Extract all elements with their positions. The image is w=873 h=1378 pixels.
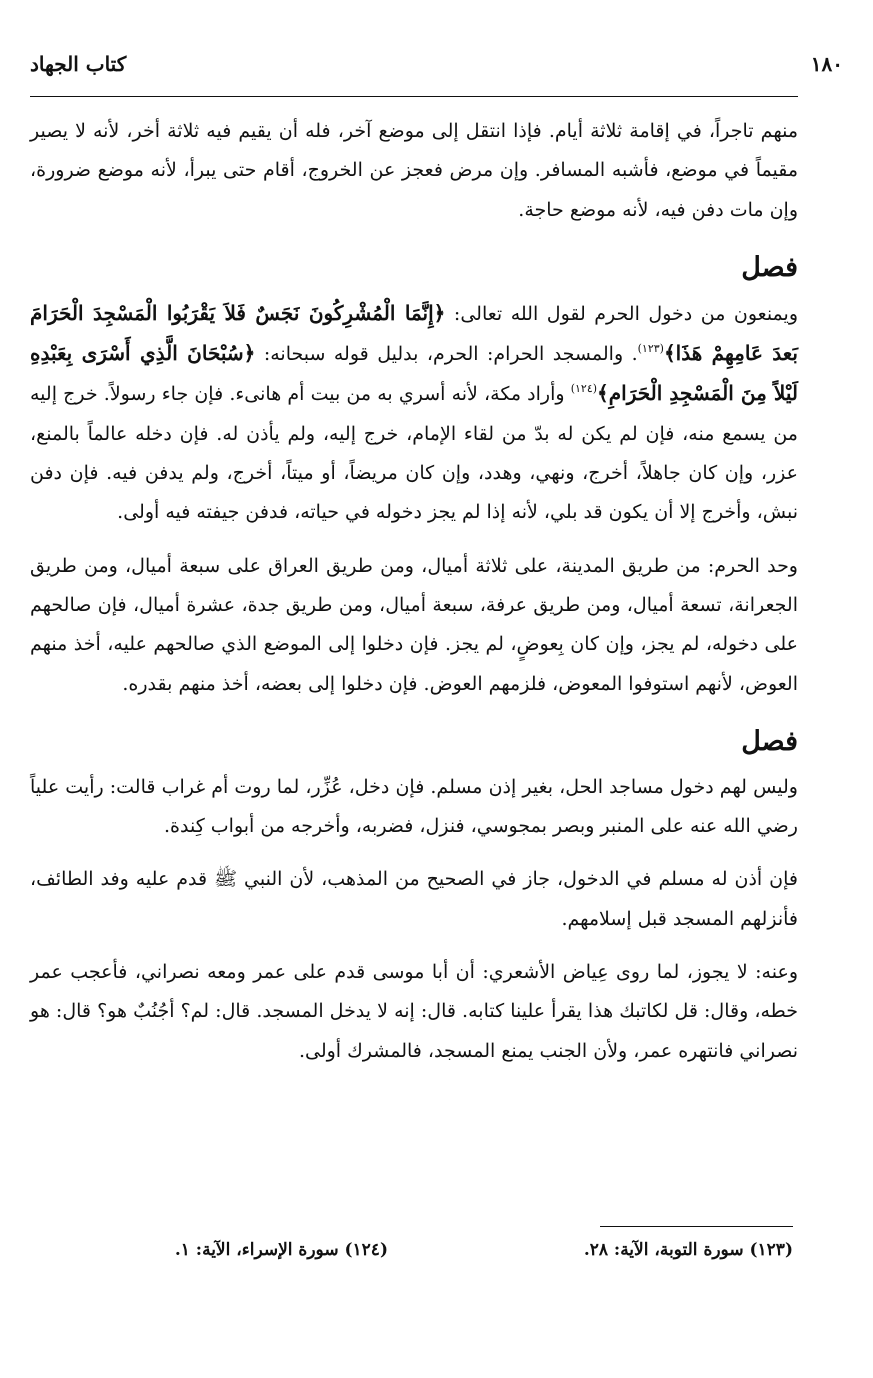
paragraph-narration: وعنه: لا يجوز، لما روى عِياض الأشعري: أن أبا موسى قدم على عمر ومعه نصراني، فأعجب عمر خطه، وقال: قل لكاتبك هذا يقرأ علينا كتابه. قال: إنه لا يدخل المسجد. قال: لم؟ أجُنُبٌ هو؟ قال: هو نصراني فانتهره عمر، ولأن الجنب يمنع المسجد، فالمشرك أولى. xyxy=(30,961,798,1062)
book-title: كتاب الجهاد xyxy=(30,52,127,76)
footnote-divider xyxy=(600,1226,793,1227)
section-heading: فصل xyxy=(741,251,798,283)
footnote: (١٢٤) سورة الإسراء، الآية: ١. xyxy=(174,1240,388,1260)
running-header xyxy=(30,52,843,82)
footnote: (١٢٣) سورة التوبة، الآية: ٢٨. xyxy=(583,1240,793,1260)
paragraph-haram-bounds: وحد الحرم: من طريق المدينة، على ثلاثة أميال، ومن طريق العراق على سبعة أميال، ومن طريق الجعرانة، تسعة أميال، ومن طريق عرفة، سبعة أميال، ومن طريق جدة، عشرة أميال، فإن صالحهم على دخوله، لم يجز، وإن كان بِعوضٍ، لم يجز. فإن دخلوا إلى الموضع الذي صالحهم عليه، أخذ منهم العوض، لأنهم استوفوا المعوض، فلزمهم العوض. فإن دخلوا إلى بعضه، أخذ منهم بقدره. xyxy=(30,554,798,695)
section-heading: فصل xyxy=(741,725,798,757)
paragraph-haram-entry xyxy=(30,294,798,533)
quran-verse: ﴿سُبْحَانَ الَّذِي أَسْرَى بِعَبْدِهِ لَيْلاً مِنَ الْمَسْجِدِ الْحَرَامِ﴾ xyxy=(30,341,798,406)
paragraph-hill-mosques: وليس لهم دخول مساجد الحل، بغير إذن مسلم. فإن دخل، عُزِّر، لما روت أم غراب قالت: رأيت علياً رضي الله عنه على المنبر وبصر بمجوسي، فنزل، فضربه، وأخرجه من أبواب كِندة. xyxy=(30,775,798,838)
footnote-reference: (١٢٣) xyxy=(637,342,664,356)
footnote-reference: (١٢٤) xyxy=(570,382,598,396)
header-divider xyxy=(30,96,798,97)
page-body xyxy=(30,112,798,1071)
text-run: وأراد مكة، لأنه أسري به من بيت أم هانىء. فإن جاء رسولاً. خرج إليه من يسمع منه، فإن لم يكن له بدّ من لقاء الإمام، خرج إليه، ولم يأذن له. فإن دخله عالماً بالمنع، عزر، وإن كان جاهلاً، أخرج، ونهي، وهدد، وإن كان مريضاً، أو ميتاً، أخرج، ولم يدفن فيه. فإن دفن نبش، وأخرج إلا أن يكون قد بلي، لأنه إذا لم يجز دخوله في حياته، فدفن جيفته فيه أولى. xyxy=(30,383,798,524)
page-number: ١٨٠ xyxy=(810,52,843,76)
paragraph-permission: فإن أذن له مسلم في الدخول، جاز في الصحيح من المذهب، لأن النبي ﷺ قدم عليه وفد الطائف، فأنزلهم المسجد قبل إسلامهم. xyxy=(30,868,798,930)
text-run: . والمسجد الحرام: الحرم، بدليل قوله سبحانه: xyxy=(255,343,638,366)
text-run: ويمنعون من دخول الحرم لقول الله تعالى: xyxy=(445,302,799,325)
quran-verse: ﴿إِنَّمَا الْمُشْرِكُونَ نَجَسٌ فَلاَ يَقْرَبُوا الْمَسْجِدَ الْحَرَامَ بَعدَ عَامِهِمْ هَذَا﴾ xyxy=(30,300,798,366)
intro-paragraph: منهم تاجراً، في إقامة ثلاثة أيام. فإذا انتقل إلى موضع آخر، فله أن يقيم فيه ثلاثة أخر، لأنه لا يصير مقيماً في موضع، فأشبه المسافر. وإن مرض فعجز عن الخروج، أقام حتى يبرأ، لأنه موضع ضرورة، وإن مات دفن فيه، لأنه موضع حاجة. xyxy=(30,120,798,221)
